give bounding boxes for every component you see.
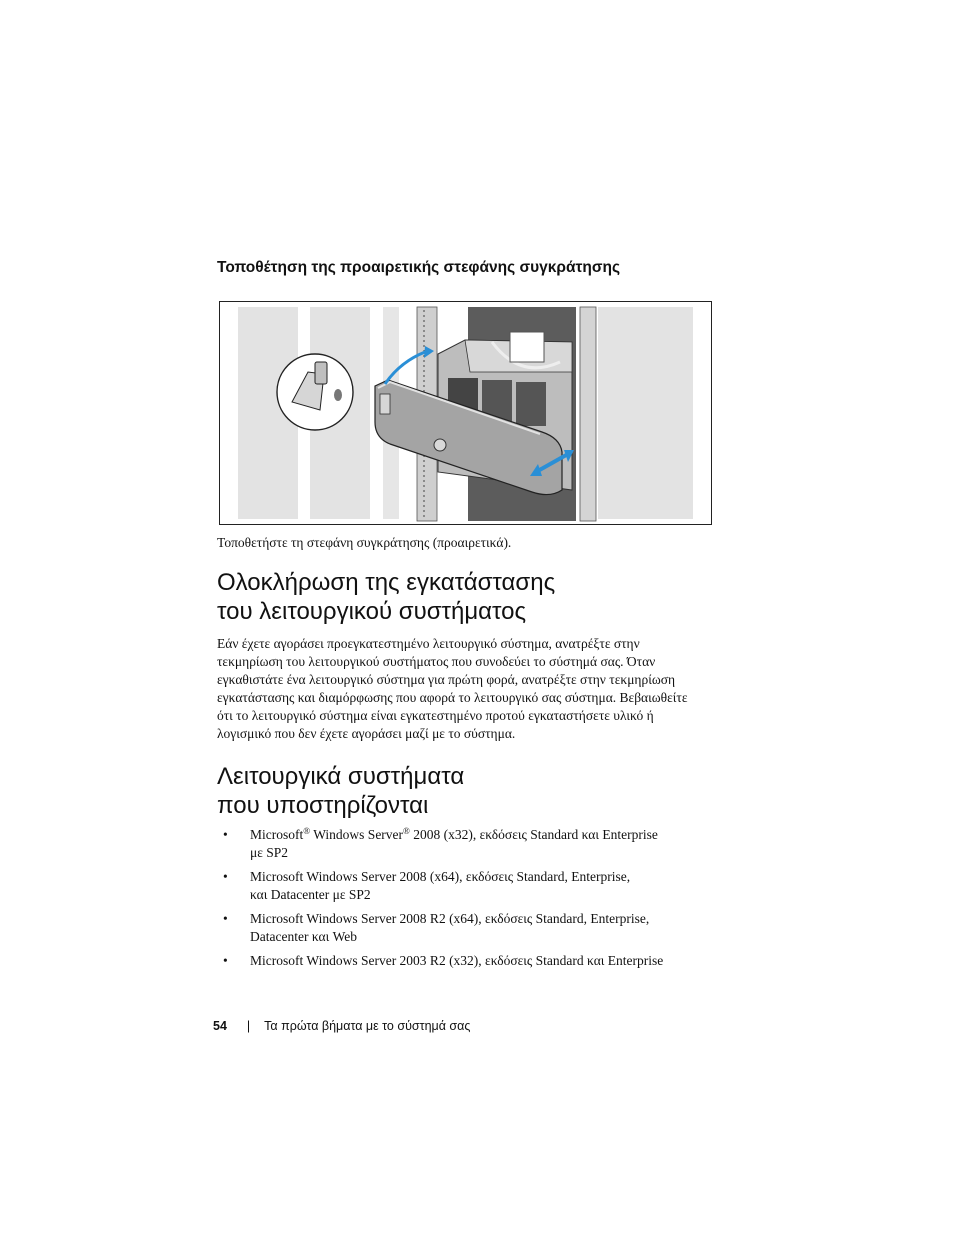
- list-item-line: με SP2: [250, 845, 289, 860]
- supported-os-list: [223, 826, 723, 976]
- chapter-title: Τα πρώτα βήματα με το σύστημά σας: [264, 1019, 471, 1033]
- list-item-line: Microsoft Windows Server 2008 (x64), εκδόσεις Standard, Enterprise,: [250, 869, 631, 884]
- heading-line: του λειτουργικού συστήματος: [217, 598, 527, 625]
- list-item: [223, 826, 723, 862]
- footer-separator: |: [246, 1019, 251, 1033]
- heading-line: Λειτουργικά συστήματα: [217, 763, 465, 790]
- list-item: [223, 868, 723, 904]
- registered-mark: ®: [403, 826, 410, 836]
- page-number: 54: [213, 1019, 227, 1033]
- bezel-illustration: [220, 302, 711, 524]
- bezel-logo: [434, 439, 446, 451]
- list-item: [223, 910, 723, 946]
- paragraph-line: εγκαθιστάτε ένα λειτουργικό σύστημα για πρώτη φορά, ανατρέξτε στην τεκμηρίωση: [217, 672, 676, 687]
- complete-os-heading: [217, 568, 555, 626]
- paragraph-line: τεκμηρίωση του λειτουργικού συστήματος που συνοδεύει το σύστημά σας. Όταν: [217, 654, 656, 669]
- list-item-line: Microsoft Windows Server 2008 R2 (x64), εκδόσεις Standard, Enterprise,: [250, 911, 650, 926]
- list-item-line: Microsoft® Windows Server® 2008 (x32), εκδόσεις Standard και Enterprise: [250, 826, 658, 842]
- bullet-icon: •: [223, 869, 228, 884]
- list-item-line: Datacenter και Web: [250, 929, 357, 944]
- complete-os-paragraph: [217, 635, 717, 743]
- page-footer: [213, 1019, 470, 1033]
- paragraph-line: εγκατάστασης και διαμόρφωσης που αφορά το λειτουργικό σας σύστημα. Βεβαιωθείτε: [217, 690, 688, 705]
- paragraph-line: ότι το λειτουργικό σύστημα είναι εγκατεστημένο προτού εγκαταστήσετε υλικό ή: [217, 708, 654, 723]
- list-item-line: Microsoft Windows Server 2003 R2 (x32), εκδόσεις Standard και Enterprise: [250, 953, 664, 968]
- list-item: [223, 952, 723, 970]
- supported-os-heading: [217, 762, 464, 820]
- figure-caption: Τοποθετήστε τη στεφάνη συγκράτησης (προαιρετικά).: [217, 535, 512, 550]
- paragraph-line: Εάν έχετε αγοράσει προεγκατεστημένο λειτουργικό σύστημα, ανατρέξτε στην: [217, 636, 640, 651]
- heading-line: Ολοκλήρωση της εγκατάστασης: [217, 569, 556, 596]
- bullet-icon: •: [223, 827, 228, 842]
- subsection-heading: Τοποθέτηση της προαιρετικής στεφάνης συγκράτησης: [217, 259, 621, 276]
- paragraph-line: λογισμικό που δεν έχετε αγοράσει μαζί με το σύστημα.: [217, 726, 516, 741]
- heading-line: που υποστηρίζονται: [217, 792, 429, 819]
- registered-mark: ®: [303, 826, 311, 836]
- list-item-line: και Datacenter με SP2: [250, 887, 371, 902]
- rack-column: [598, 307, 693, 519]
- bezel-installation-figure: [219, 301, 712, 525]
- bezel-lock: [380, 394, 390, 414]
- bullet-icon: •: [223, 911, 228, 926]
- bullet-icon: •: [223, 953, 228, 968]
